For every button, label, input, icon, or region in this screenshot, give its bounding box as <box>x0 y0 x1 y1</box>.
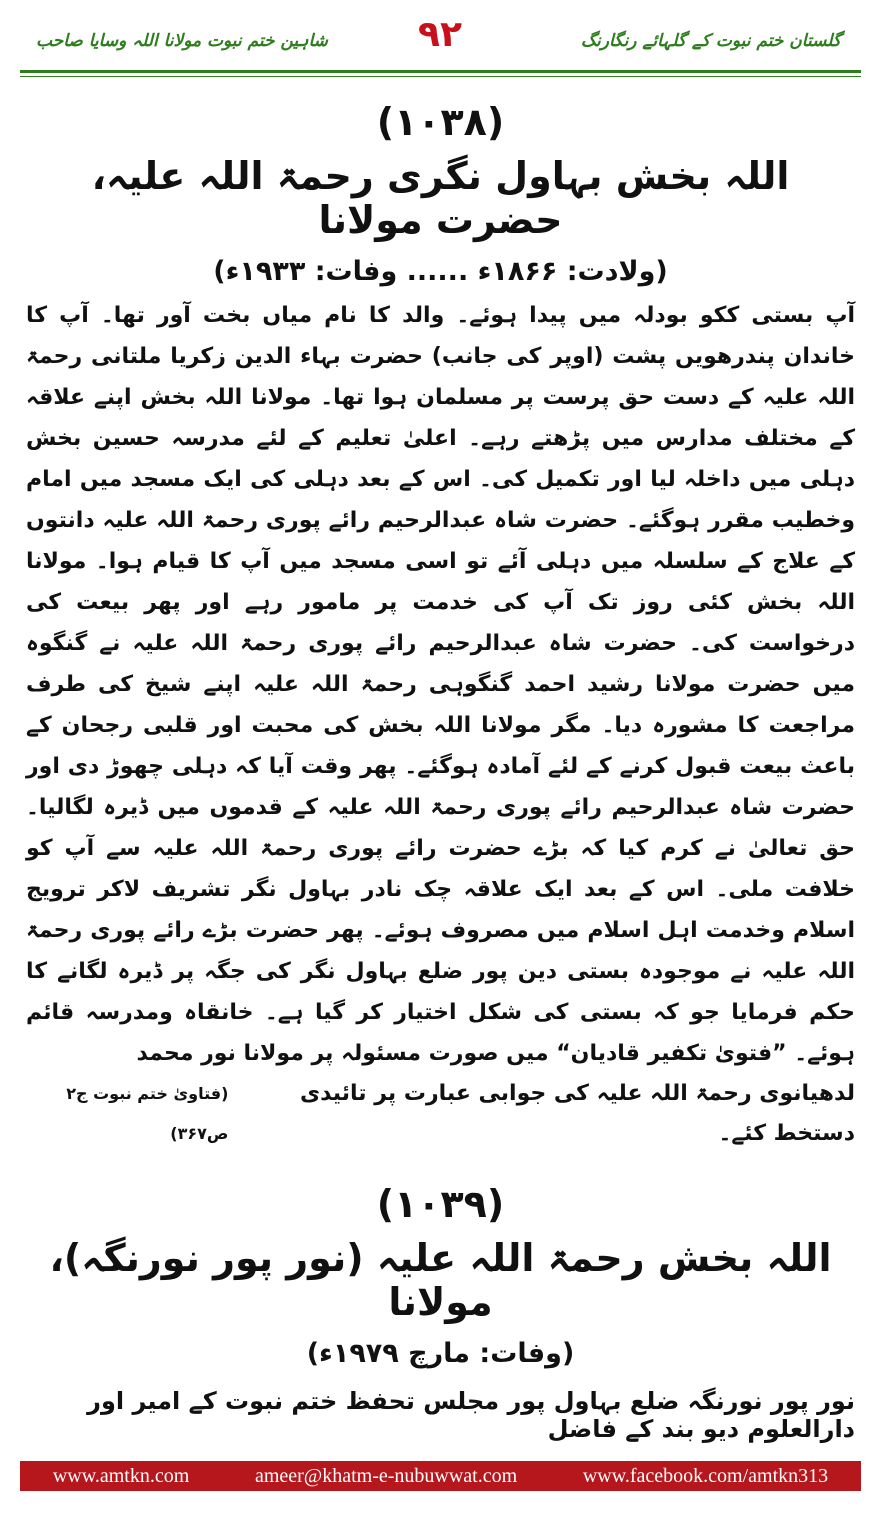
header-divider <box>20 70 861 73</box>
last-line-text: لدھیانوی رحمۃ اللہ علیہ کی جوابی عبارت پر تائیدی دستخط کئے۔ <box>299 1081 855 1146</box>
page-footer <box>20 1461 861 1491</box>
entry-body: نور پور نورنگہ ضلع بہاول پور مجلس تحفظ ختم نبوت کے امیر اور دارالعلوم دیو بند کے فاضل <box>87 1387 855 1443</box>
entry-dates: (وفات: مارچ ۱۹۷۹ء) <box>306 1338 575 1369</box>
page-header <box>0 0 881 82</box>
entry-dates: (ولادت: ۱۸۶۶ء ...... وفات: ۱۹۳۳ء) <box>213 256 668 287</box>
page-number: ۹۲ <box>418 14 462 55</box>
entry-title: اللہ بخش بہاول نگری رحمۃ اللہ علیہ، حضرت مولانا <box>91 154 790 242</box>
entry-last-line <box>26 1074 855 1154</box>
website-link[interactable]: www.amtkn.com <box>52 1464 190 1487</box>
page-content <box>26 100 855 1443</box>
book-title: گلستان ختم نبوت کے گلہائے رنگارنگ <box>580 31 841 51</box>
author-name: شاہین ختم نبوت مولانا اللہ وسایا صاحب <box>36 31 328 51</box>
facebook-link[interactable]: www.facebook.com/amtkn313 <box>582 1464 829 1487</box>
entry-title: اللہ بخش رحمۃ اللہ علیہ (نور پور نورنگہ)، مولانا <box>49 1236 832 1324</box>
entry-number: (۱۰۳۸) <box>376 100 505 144</box>
entry-number: (۱۰۳۹) <box>376 1182 505 1226</box>
reference-citation: (فتاویٰ ختم نبوت ج۲ ص۳۶۷) <box>66 1084 229 1143</box>
header-divider-thin <box>20 76 861 77</box>
email-link[interactable]: ameer@khatm-e-nubuwwat.com <box>254 1464 518 1487</box>
entry-body: آپ بستی ککو بودلہ میں پیدا ہوئے۔ والد کا نام میاں بخت آور تھا۔ آپ کا خاندان پندرھویں پشت (اوپر کی جانب) حضرت بہاء الدین زکریا ملتانی رحمۃ اللہ علیہ کے دست حق پرست پر مسلمان ہوا تھا۔ مولانا اللہ بخش اپنے علاقہ کے مختلف مدارس میں پڑھتے رہے۔ اعلیٰ تعلیم کے لئے مدرسہ حسین بخش دہلی میں داخلہ لیا اور تکمیل کی۔ اس کے بعد دہلی کی ایک مسجد میں امام وخطیب مقرر ہوگئے۔ حضرت شاہ عبدالرحیم رائے پوری رحمۃ اللہ علیہ دانتوں کے علاج کے سلسلہ میں دہلی آئے تو اسی مسجد میں آپ کا قیام ہوا۔ مولانا اللہ بخش کئی روز تک آپ کی خدمت پر مامور رہے اور پھر بیعت کی درخواست کی۔ حضرت شاہ عبدالرحیم رائے پوری رحمۃ اللہ علیہ نے گنگوہ میں حضرت مولانا رشید احمد گنگوہی رحمۃ اللہ علیہ اپنے شیخ کی طرف مراجعت کا مشورہ دیا۔ مگر مولانا اللہ بخش کی محبت اور قلبی رجحان کے باعث بیعت قبول کرنے کے لئے آمادہ ہوگئے۔ پھر وقت آیا کہ دہلی چھوڑ دی اور حضرت شاہ عبدالرحیم رائے پوری رحمۃ اللہ علیہ کے قدموں میں ڈیرہ لگالیا۔ حق تعالیٰ نے کرم کیا کہ بڑے حضرت رائے پوری رحمۃ اللہ علیہ سے آپ کو خلافت ملی۔ اس کے بعد ایک علاقہ چک نادر بہاول نگر تشریف لاکر ترویج اسلام وخدمت اہل اسلام میں مصروف ہوئے۔ پھر حضرت بڑے رائے پوری رحمۃ اللہ علیہ نے موجودہ بستی دین پور ضلع بہاول نگر کی جگہ پر ڈیرہ لگانے کا حکم فرمایا جو کہ بستی کی شکل اختیار کر گیا ہے۔ خانقاہ ومدرسہ قائم ہوئے۔ ”فتویٰ تکفیر قادیان“ میں صورت مسئولہ پر مولانا نور محمد <box>26 303 855 1066</box>
